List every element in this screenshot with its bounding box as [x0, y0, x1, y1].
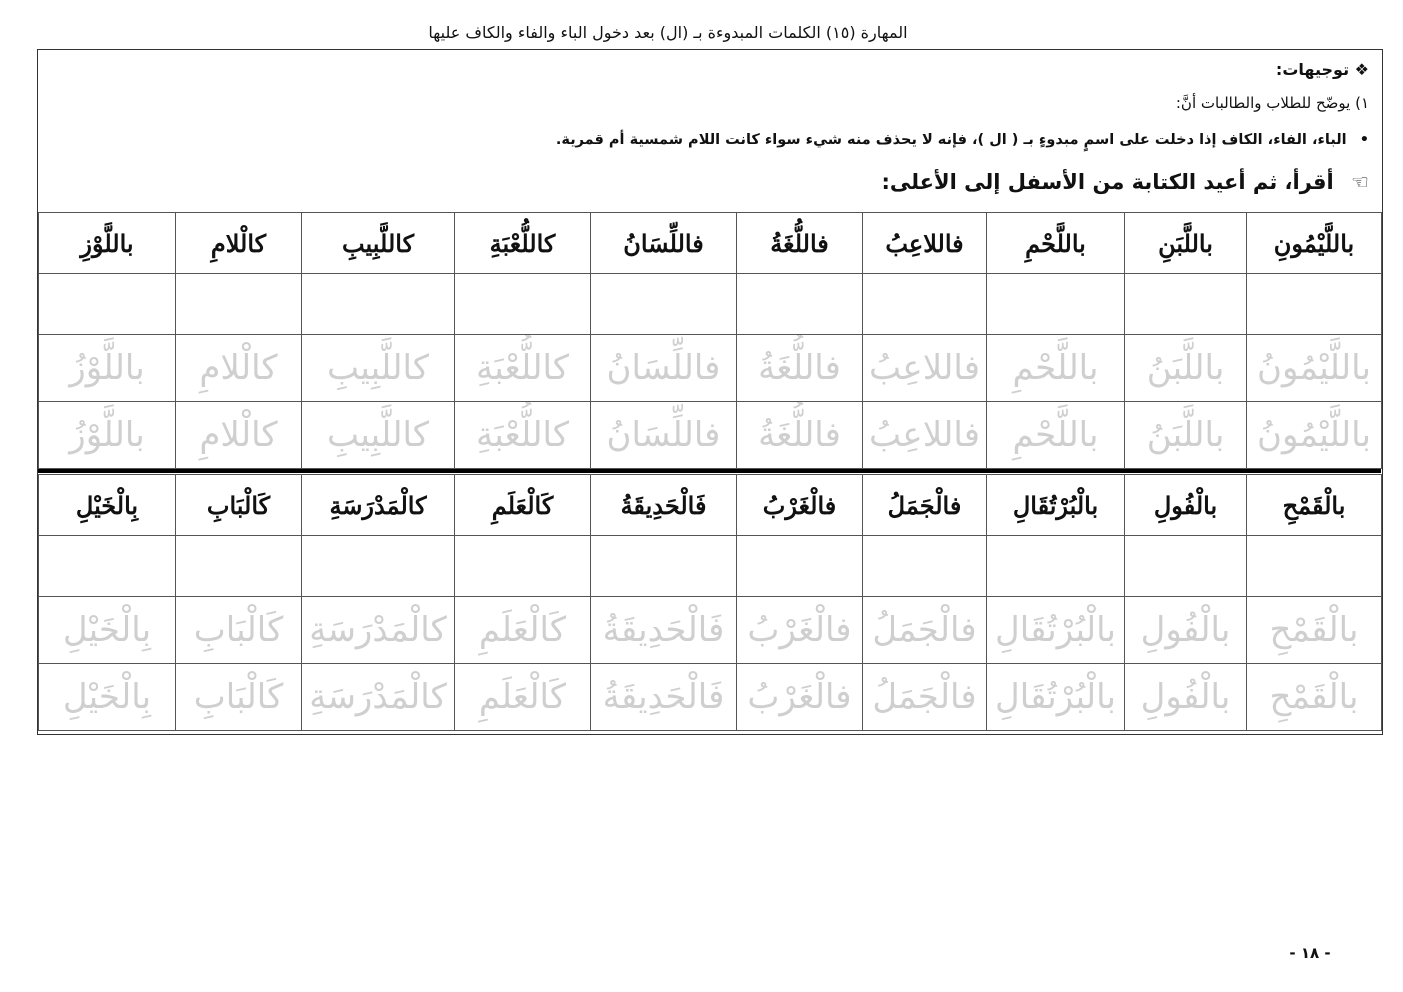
trace-cell: فَالْحَدِيقَةُ [591, 597, 737, 664]
writing-cell[interactable] [1125, 536, 1247, 597]
trace-cell: فاللُّغَةُ [737, 402, 863, 469]
trace-row [39, 402, 1382, 469]
trace-cell: فَالْحَدِيقَةُ [591, 664, 737, 731]
word-cell: باللَّوْزِ [39, 213, 176, 274]
instructions-rule [556, 132, 1369, 148]
writing-cell[interactable] [737, 274, 863, 335]
writing-cell[interactable] [1247, 536, 1382, 597]
blank-writing-row [39, 274, 1382, 335]
trace-row [39, 335, 1382, 402]
instructions-heading-text: توجيهات: [1275, 60, 1350, 79]
trace-cell: فالْغَرْبُ [737, 597, 863, 664]
trace-cell: باللَّبَنُ [1125, 335, 1247, 402]
instructions-heading [1276, 60, 1369, 79]
writing-cell[interactable] [455, 274, 591, 335]
word-cell: فاللُّغَةُ [737, 213, 863, 274]
word-cell: فَالْحَدِيقَةُ [591, 475, 737, 536]
writing-cell[interactable] [39, 536, 176, 597]
exercise-table-1 [38, 212, 1382, 469]
exercise-table-2 [38, 474, 1382, 731]
word-cell: كاللُّعْبَةِ [455, 213, 591, 274]
trace-cell: كَالْعَلَمِ [455, 597, 591, 664]
trace-cell: فاللاعِبُ [863, 402, 987, 469]
trace-cell: فاللِّسَانُ [591, 335, 737, 402]
diamond-bullet-icon: ❖ [1354, 60, 1369, 79]
word-cell: بالْقَمْحِ [1247, 475, 1382, 536]
word-cell: كالْلامِ [176, 213, 302, 274]
trace-cell: بِالْخَيْلِ [39, 664, 176, 731]
trace-cell: باللَّيْمُونُ [1247, 335, 1382, 402]
writing-cell[interactable] [1247, 274, 1382, 335]
word-cell: فالْجَمَلُ [863, 475, 987, 536]
page-number: - ١٨ - [1289, 944, 1331, 962]
trace-cell: كاللُّعْبَةِ [455, 335, 591, 402]
trace-cell: كالْلامِ [176, 402, 302, 469]
word-cell: بالْبُرْتُقَالِ [987, 475, 1125, 536]
trace-cell: فاللُّغَةُ [737, 335, 863, 402]
word-cell: كالْمَدْرَسَةِ [302, 475, 455, 536]
bullet-icon: • [1359, 132, 1369, 148]
trace-cell: كاللَّبِيبِ [302, 335, 455, 402]
trace-cell: باللَّبَنُ [1125, 402, 1247, 469]
trace-cell: كالْمَدْرَسَةِ [302, 664, 455, 731]
trace-cell: بالْفُولِ [1125, 664, 1247, 731]
writing-cell[interactable] [176, 536, 302, 597]
trace-cell: باللَّيْمُونُ [1247, 402, 1382, 469]
trace-row [39, 664, 1382, 731]
word-cell: كاللَّبِيبِ [302, 213, 455, 274]
writing-cell[interactable] [737, 536, 863, 597]
instructions-rule-text: الباء، الفاء، الكاف إذا دخلت على اسمٍ مبدوءٍ بـ ( ال )، فإنه لا يحذف منه شيء سواء كانت اللام شمسية أم قمرية. [555, 132, 1347, 148]
trace-cell: بالْبُرْتُقَالِ [987, 664, 1125, 731]
page-title: المهارة (١٥) الكلمات المبدوءة بـ (ال) بعد دخول الباء والفاء والكاف عليها [428, 23, 908, 42]
trace-cell: باللَّحْمِ [987, 402, 1125, 469]
writing-cell[interactable] [39, 274, 176, 335]
word-cell: فاللِّسَانُ [591, 213, 737, 274]
instructions-point-1: ١) يوضّح للطلاب والطالبات أنَّ: [1175, 94, 1369, 112]
trace-cell: بالْقَمْحِ [1247, 664, 1382, 731]
word-cell: باللَّبَنِ [1125, 213, 1247, 274]
instructions-task-text: أقرأ، ثم أعيد الكتابة من الأسفل إلى الأعلى: [881, 170, 1334, 194]
writing-cell[interactable] [987, 536, 1125, 597]
trace-cell: بِالْخَيْلِ [39, 597, 176, 664]
writing-cell[interactable] [987, 274, 1125, 335]
writing-cell[interactable] [591, 274, 737, 335]
word-cell: كَالْبَابِ [176, 475, 302, 536]
word-row [39, 213, 1382, 274]
trace-cell: كَالْبَابِ [176, 664, 302, 731]
writing-cell[interactable] [302, 536, 455, 597]
writing-cell[interactable] [1125, 274, 1247, 335]
writing-cell[interactable] [591, 536, 737, 597]
trace-row [39, 597, 1382, 664]
pointing-hand-icon: ☜ [1351, 170, 1369, 194]
trace-cell: كاللَّبِيبِ [302, 402, 455, 469]
trace-cell: فالْجَمَلُ [863, 597, 987, 664]
trace-cell: بالْقَمْحِ [1247, 597, 1382, 664]
trace-cell: كاللُّعْبَةِ [455, 402, 591, 469]
writing-cell[interactable] [863, 274, 987, 335]
word-cell: فالْغَرْبُ [737, 475, 863, 536]
word-cell: بالْفُولِ [1125, 475, 1247, 536]
writing-cell[interactable] [176, 274, 302, 335]
trace-cell: كالْلامِ [176, 335, 302, 402]
word-cell: باللَّيْمُونِ [1247, 213, 1382, 274]
instructions-box [38, 50, 1381, 212]
section-divider [38, 469, 1381, 473]
worksheet-frame [37, 49, 1383, 735]
word-cell: كَالْعَلَمِ [455, 475, 591, 536]
trace-cell: فالْغَرْبُ [737, 664, 863, 731]
word-cell: بِالْخَيْلِ [39, 475, 176, 536]
trace-cell: باللَّوْزُ [39, 402, 176, 469]
trace-cell: فاللاعِبُ [863, 335, 987, 402]
writing-cell[interactable] [302, 274, 455, 335]
writing-cell[interactable] [863, 536, 987, 597]
trace-cell: كالْمَدْرَسَةِ [302, 597, 455, 664]
instructions-task [881, 170, 1369, 194]
trace-cell: كَالْعَلَمِ [455, 664, 591, 731]
trace-cell: بالْبُرْتُقَالِ [987, 597, 1125, 664]
trace-cell: باللَّحْمِ [987, 335, 1125, 402]
word-row [39, 475, 1382, 536]
trace-cell: كَالْبَابِ [176, 597, 302, 664]
word-cell: باللَّحْمِ [987, 213, 1125, 274]
blank-writing-row [39, 536, 1382, 597]
trace-cell: فالْجَمَلُ [863, 664, 987, 731]
word-cell: فاللاعِبُ [863, 213, 987, 274]
writing-cell[interactable] [455, 536, 591, 597]
trace-cell: بالْفُولِ [1125, 597, 1247, 664]
trace-cell: باللَّوْزُ [39, 335, 176, 402]
trace-cell: فاللِّسَانُ [591, 402, 737, 469]
